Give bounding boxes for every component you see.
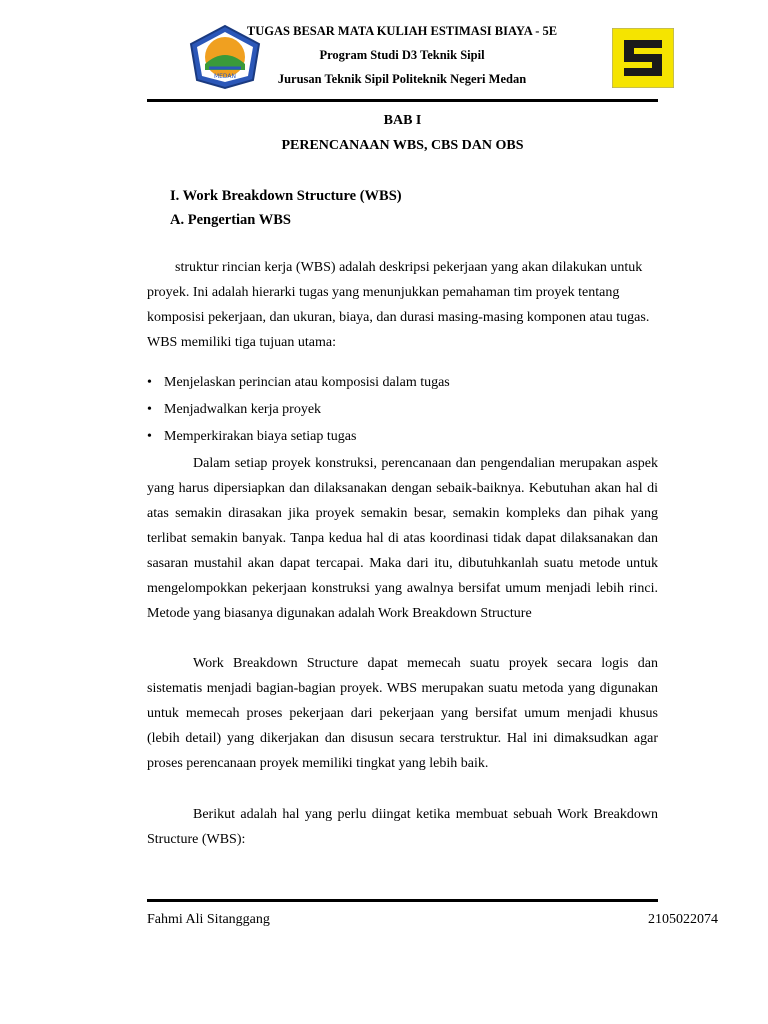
wbs-goals-list [147, 373, 658, 454]
chapter-number: BAB I [383, 113, 422, 128]
footer-author: Fahmi Ali Sitanggang [147, 912, 270, 927]
header-department: Jurusan Teknik Sipil Politeknik Negeri Medan [277, 72, 527, 86]
chapter-title: PERENCANAAN WBS, CBS DAN OBS [281, 138, 524, 153]
logo-subtext: MEDAN [213, 73, 237, 80]
paragraph-wbs-method: Work Breakdown Structure dapat memecah suatu proyek secara logis dan sistematis menjadi bagian-bagian proyek. WBS merupakan suatu metoda yang digunakan untuk memecah proses pekerjaan dari pekerjaan yang bersifat umum menjadi khusus (lebih detail) yang dikerjakan dan disusun secara terstruktur. Hal ini dimaksudkan agar proses perencanaan proyek memiliki tingkat yang lebih baik. [147, 656, 658, 771]
paragraph-planning: Dalam setiap proyek konstruksi, perencanaan dan pengendalian merupakan aspek yang harus dipersiapkan dan dilaksanakan dengan sebaik-baiknya. Kebutuhan akan hal di atas semakin dirasakan jika proyek semakin besar, semakin kompleks dan pihak yang terlibat semakin banyak. Tanpa kedua hal di atas koordinasi tidak dapat dilaksanakan dan sasaran mustahil akan dapat tercapai. Maka dari itu, dibutuhkanlah suatu metode untuk mengelompokkan pekerjaan konstruksi yang awalnya bersifat umum menjadi lebih rinci. Metode yang biasanya digunakan adalah Work Breakdown Structure [147, 456, 658, 621]
header-study-program: Program Studi D3 Teknik Sipil [319, 48, 485, 62]
section-heading: I. Work Breakdown Structure (WBS) [170, 188, 402, 204]
header-divider [147, 99, 658, 102]
list-item: • Memperkirakan biaya setiap tugas [147, 427, 658, 454]
subsection-heading: A. Pengertian WBS [170, 212, 291, 228]
list-item: • Menjelaskan perincian atau komposisi dalam tugas [147, 373, 658, 400]
footer-student-id: 2105022074 [648, 912, 718, 927]
footer-divider [147, 899, 658, 902]
paragraph-wbs-notes: Berikut adalah hal yang perlu diingat ketika membuat sebuah Work Breakdown Structure (WBS): [147, 807, 658, 847]
paragraph-wbs-definition: struktur rincian kerja (WBS) adalah deskripsi pekerjaan yang akan dilakukan untuk proyek. Ini adalah hierarki tugas yang menunjukkan pemahaman tim proyek tentang komposisi pekerjaan, dan ukuran, biaya, dan durasi masing-masing komponen atau tugas. WBS memiliki tiga tujuan utama: [147, 260, 650, 350]
list-item: • Menjadwalkan kerja proyek [147, 400, 658, 427]
department-logo [612, 28, 674, 88]
header-course-title: TUGAS BESAR MATA KULIAH ESTIMASI BIAYA - 5E [246, 24, 558, 38]
